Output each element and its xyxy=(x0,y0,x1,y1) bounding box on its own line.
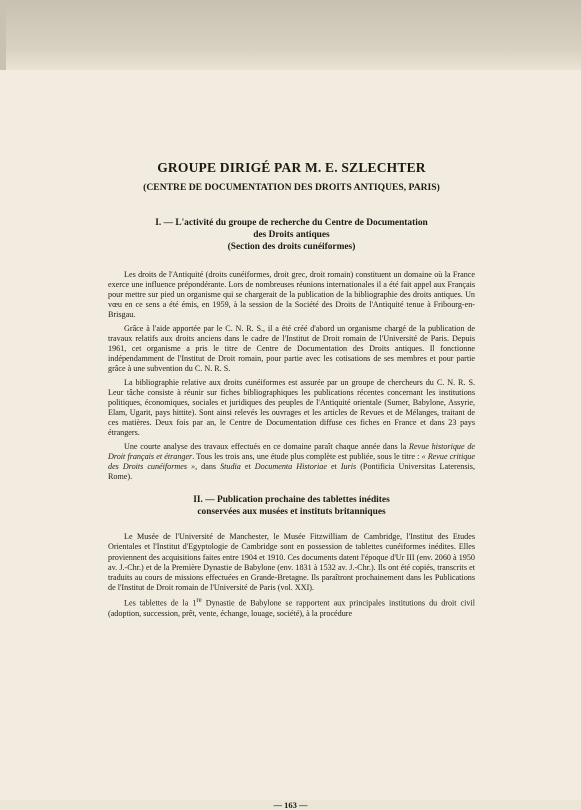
section-2-heading xyxy=(108,494,475,518)
section-2 xyxy=(108,494,475,619)
paragraph-text: (Pontificia Universitas Laterensis, Rome). xyxy=(108,461,475,481)
series-title: Studia xyxy=(220,461,241,471)
paragraph-text: Dynastie de Babylone se rapportent aux principales institutions du droit civil (adoption, succession, prêt, vente, échange, louage, société), à la procédure xyxy=(108,599,475,619)
section-1-heading xyxy=(108,217,475,254)
section-1-heading-line-2: des Droits antiques xyxy=(253,230,330,241)
paragraph xyxy=(108,442,475,482)
page-title: GROUPE DIRIGÉ PAR M. E. SZLECHTER xyxy=(157,160,426,175)
paragraph-text: et xyxy=(326,461,341,471)
paragraph: Les droits de l'Antiquité (droits cunéiformes, droit grec, droit romain) constituent un domaine où la France exerce une influence prépondérante. Lors de nombreuses réunions internationales il a été fait appel aux Français pour mettre sur pied un organisme qui se chargerait de la publication de la bibliographie des droits antiques. Un vœu en ce sens a été émis, en 1959, à la session de la Société des Droits de l'Antiquité tenue à Fribourg-en-Brisgau. xyxy=(108,269,475,319)
section-1-heading-line-1: I. — L'activité du groupe de recherche du Centre de Documentation xyxy=(155,218,428,228)
paragraph-text: . Tous les trois ans, une étude plus complète est publiée, sous le titre : xyxy=(192,451,422,461)
scan-background-top xyxy=(0,0,581,72)
review-title: « Revue critique des Droits cunéiformes » xyxy=(108,451,475,471)
paragraph-text: et xyxy=(240,461,255,471)
paragraph-text: Les tablettes de la 1 xyxy=(124,599,197,609)
paragraph: Le Musée de l'Université de Manchester, le Musée Fitzwilliam de Cambridge, l'Institut des Etudes Orientales et l'Institut d'Egyptologie de Cambridge sont en possession de tablettes cunéiformes inédites. Elles proviennent des acquisitions faites entre 1904 et 1910. Ces documents datent l'époque d'Ur III (env. 2060 à 1950 av. J.-Chr.) et de la Première Dynastie de Babylone (env. 1831 à 1532 av. J.-Chr.). Ils ont été copiés, transcrits et traduits au cours de missions effectuées en Grande-Bretagne. Ils paraîtront prochainement dans les Publications de l'Institut de Droit romain de l'Université de Paris (vol. XXI). xyxy=(108,532,475,592)
section-1-body xyxy=(108,270,475,482)
section-1-heading-line-3: (Section des droits cunéiformes) xyxy=(227,242,356,253)
document-page xyxy=(0,70,581,810)
paragraph-text: Une courte analyse des travaux effectués en ce domaine paraît chaque année dans la xyxy=(124,441,410,451)
paragraph xyxy=(108,596,475,619)
page-subtitle: (CENTRE DE DOCUMENTATION DES DROITS ANTIQUES, PARIS) xyxy=(143,182,440,193)
series-title: Documenta Historiae xyxy=(254,461,327,471)
section-1 xyxy=(108,217,475,482)
series-title: Iuris xyxy=(340,461,357,471)
paragraph: La bibliographie relative aux droits cunéiformes est assurée par un groupe de chercheurs du C. N. R. S. Leur tâche consiste à réunir sur fiches bibliographiques les publications récentes concernant les institutions politiques, économiques, sociales et juridiques des peuples de l'Antiquité orientale (Sumer, Babylone, Assyrie, Elam, Ugarit, pays hittite). Sont ainsi relevés les ouvrages et les articles de Revues et de Mélanges, traitant de ces matières. Deux fois par an, le Centre de Documentation diffuse ces fiches en France et dans 23 pays étrangers. xyxy=(108,377,475,438)
section-2-body xyxy=(108,532,475,619)
paragraph-text: , dans xyxy=(195,461,221,471)
page-content xyxy=(108,160,475,623)
section-2-heading-line-1: II. — Publication prochaine des tablettes inédites xyxy=(193,494,390,505)
page-number: — 163 — xyxy=(273,800,308,810)
superscript: re xyxy=(196,597,202,605)
section-2-heading-line-2: conservées aux musées et instituts britanniques xyxy=(197,507,386,518)
journal-title: Revue historique de Droit français et étranger xyxy=(108,441,475,461)
paragraph: Grâce à l'aide apportée par le C. N. R. S., il a été créé d'abord un organisme chargé de la publication de travaux relatifs aux droits anciens dans le cadre de l'Institut de Droit romain de l'Université de Paris. Depuis 1961, cet organisme a pris le titre de Centre de Documentation des Droits antiques. Il fonctionne indépendamment de l'Institut de Droit romain, pour partie avec les cotisations de ses membres et pour partie grâce à une subvention du C. N. R. S. xyxy=(108,323,475,373)
